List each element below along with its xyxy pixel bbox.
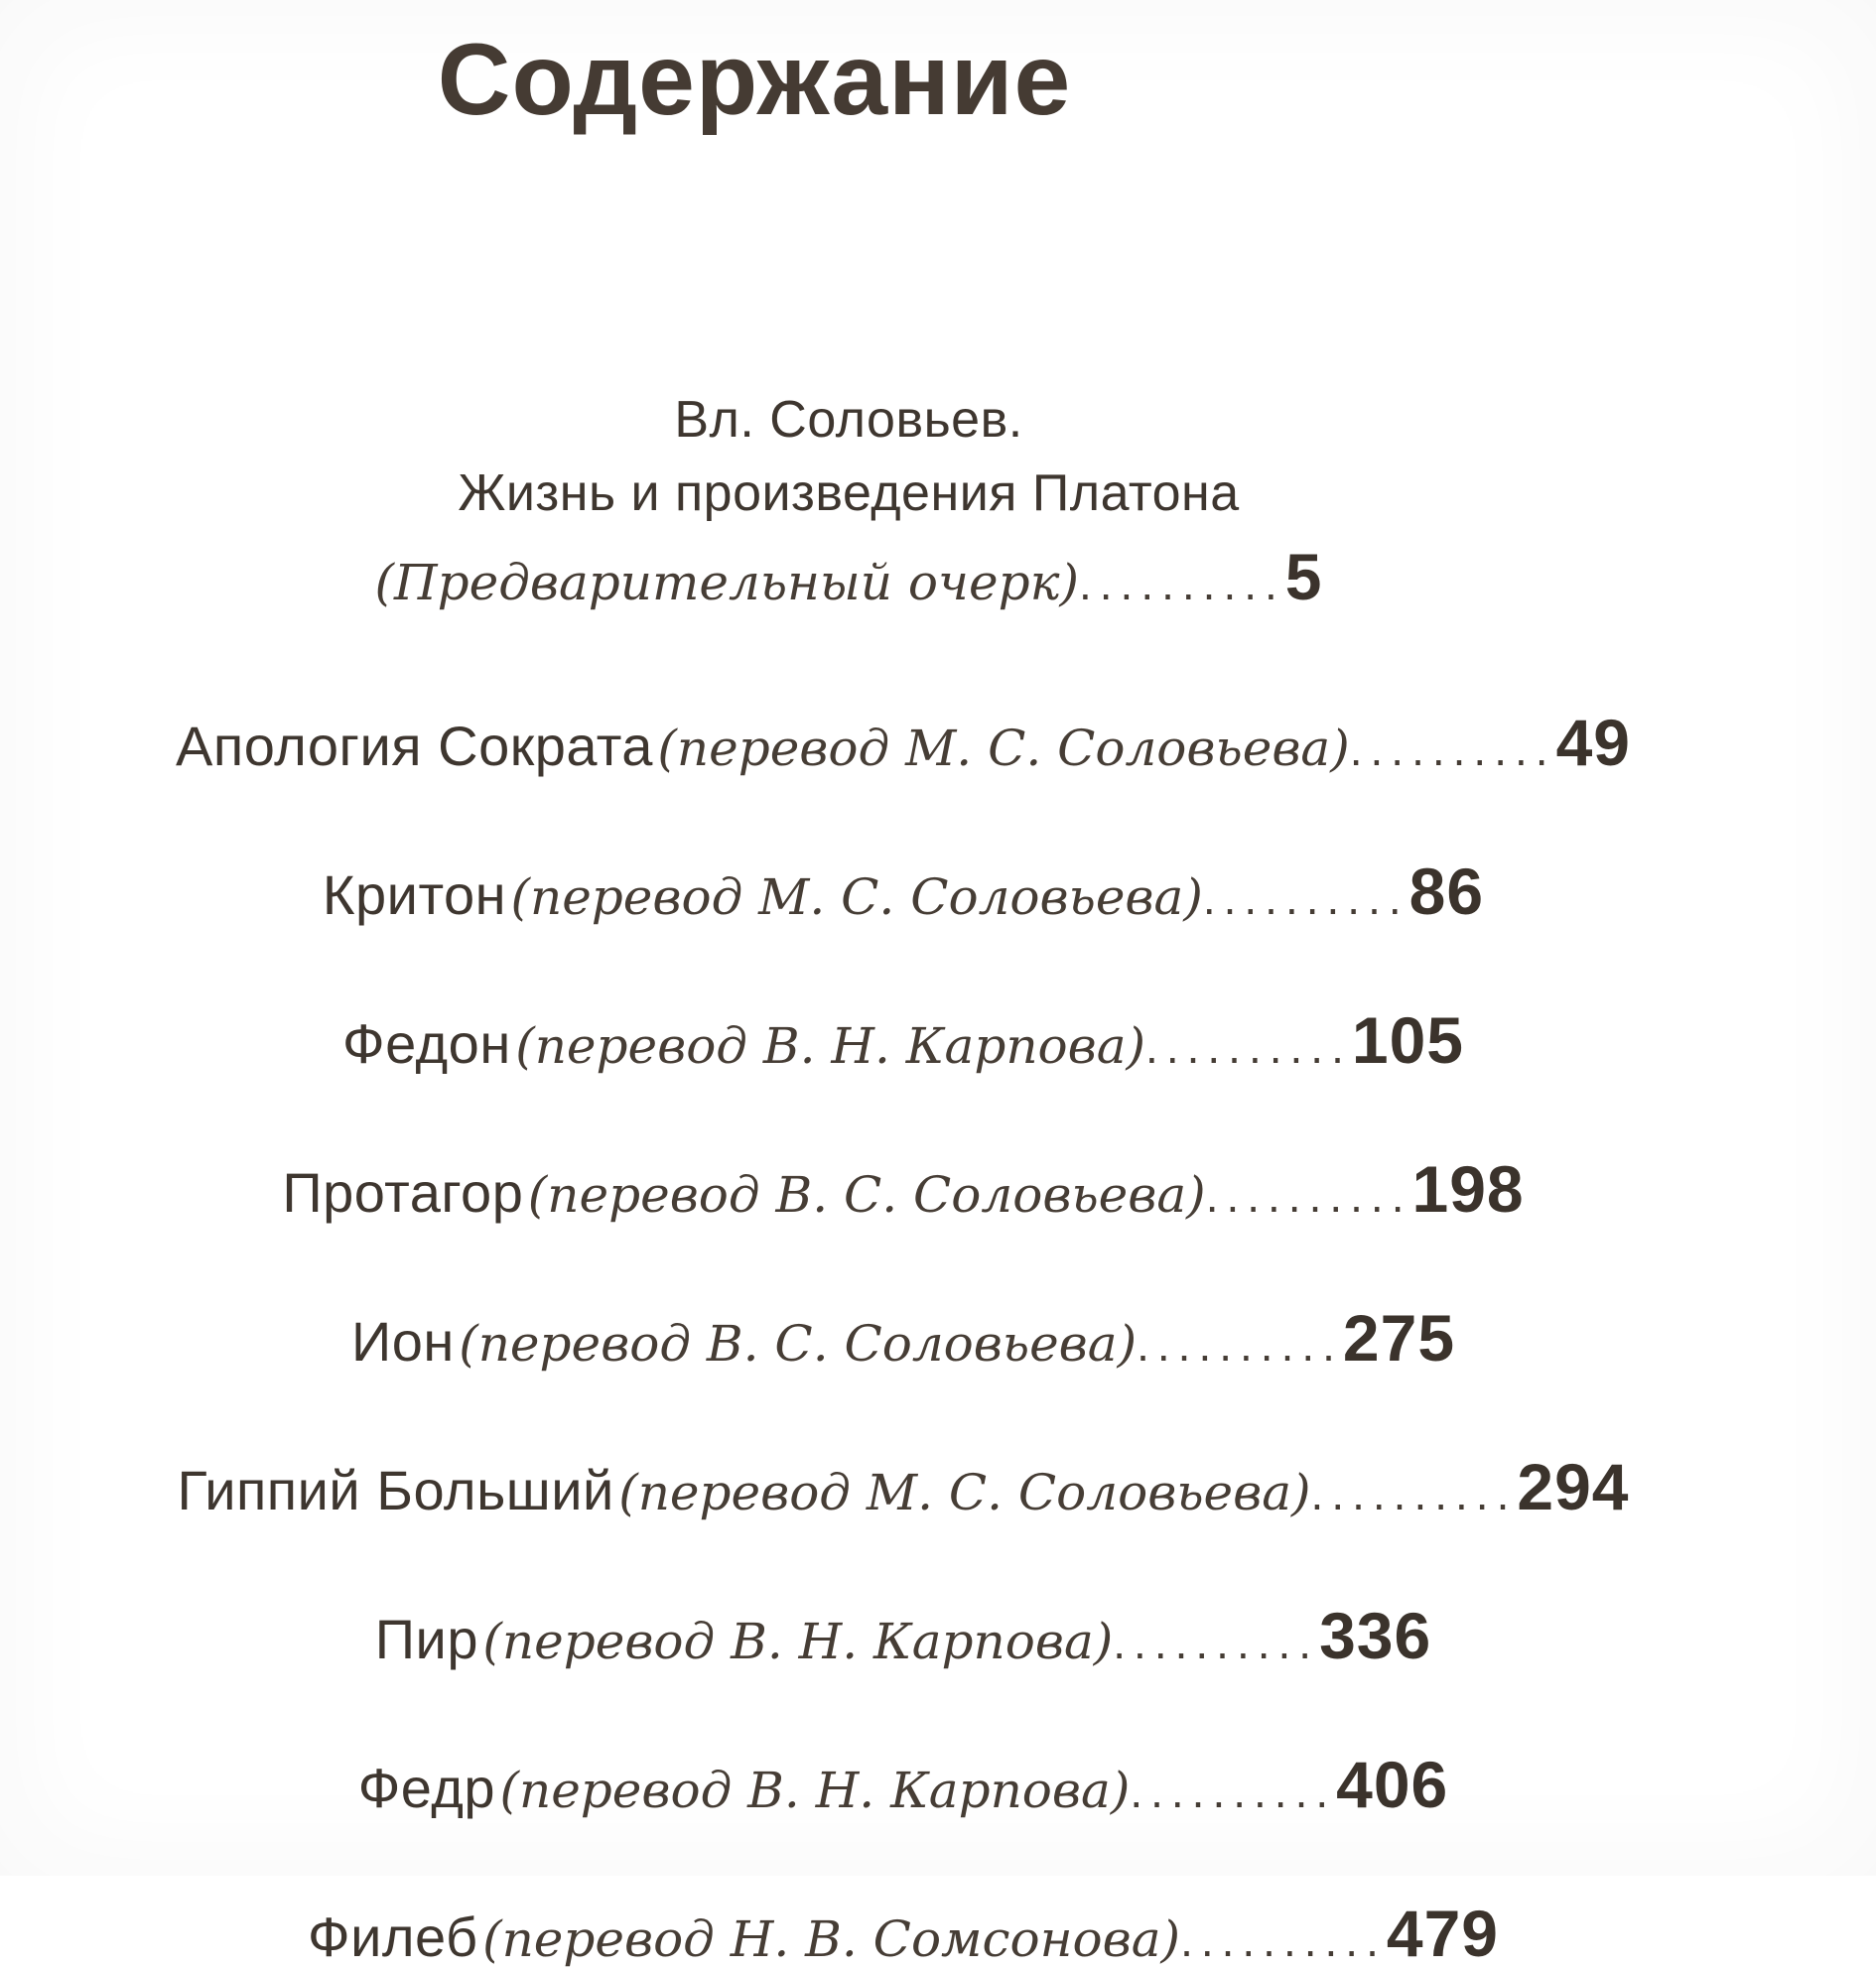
entry-translator: (перевод М. С. Соловьева) xyxy=(510,868,1203,927)
entry-translator: (перевод В. Н. Карпова) xyxy=(482,1613,1114,1671)
toc-entry xyxy=(0,1449,1841,1524)
entry-translator: (перевод В. Н. Карпова) xyxy=(515,1017,1146,1076)
essay-subtitle-text: (Предварительный очерк) xyxy=(374,553,1079,611)
dot-leader: .......... xyxy=(1078,557,1285,609)
page-title: Содержание xyxy=(437,23,1072,136)
toc-entry-list xyxy=(0,705,1841,1971)
dot-leader: .......... xyxy=(1113,1617,1320,1669)
toc-entry xyxy=(0,705,1841,780)
entry-translator: (перевод М. С. Соловьева) xyxy=(618,1464,1311,1522)
toc-entry xyxy=(0,1896,1841,1971)
toc-entry xyxy=(0,1598,1841,1673)
entry-page-number: 294 xyxy=(1517,1450,1630,1524)
dot-leader: .......... xyxy=(1180,1914,1387,1967)
entry-translator: (перевод М. С. Соловьева) xyxy=(657,720,1350,778)
entry-title: Критон xyxy=(322,863,507,927)
toc-entry xyxy=(0,1002,1841,1078)
entry-title: Гиппий Больший xyxy=(177,1459,614,1522)
essay-page-number: 5 xyxy=(1284,539,1323,613)
entry-title: Федон xyxy=(342,1012,511,1076)
entry-page-number: 336 xyxy=(1319,1599,1432,1673)
entry-title: Ион xyxy=(350,1310,455,1374)
essay-subtitle-line xyxy=(0,531,1787,624)
dot-leader: .......... xyxy=(1145,1021,1352,1074)
dot-leader: .......... xyxy=(1310,1468,1518,1520)
entry-title: Филеб xyxy=(308,1905,478,1969)
toc-entry xyxy=(0,1747,1841,1822)
dot-leader: .......... xyxy=(1137,1319,1343,1372)
entry-translator: (перевод В. С. Соловьева) xyxy=(459,1315,1138,1374)
dot-leader: .......... xyxy=(1349,723,1556,776)
toc-entry xyxy=(0,1300,1841,1376)
entry-translator: (перевод В. С. Соловьева) xyxy=(527,1166,1206,1225)
entry-title: Апология Сократа xyxy=(176,715,653,778)
entry-page-number: 86 xyxy=(1408,854,1485,929)
dot-leader: .......... xyxy=(1202,872,1409,925)
toc-entry xyxy=(0,854,1841,929)
entry-translator: (перевод В. Н. Карпова) xyxy=(499,1762,1131,1820)
entry-page-number: 479 xyxy=(1386,1897,1499,1971)
entry-page-number: 49 xyxy=(1555,706,1631,780)
essay-title-line: Жизнь и произведения Платона xyxy=(458,463,1240,522)
entry-page-number: 275 xyxy=(1342,1301,1456,1376)
entry-title: Пир xyxy=(374,1608,478,1671)
entry-title: Федр xyxy=(357,1757,496,1820)
entry-page-number: 198 xyxy=(1411,1152,1525,1227)
essay-author-line: Вл. Соловьев. xyxy=(674,391,1023,449)
dot-leader: .......... xyxy=(1130,1766,1337,1818)
dot-leader: .......... xyxy=(1205,1170,1412,1223)
entry-page-number: 406 xyxy=(1336,1748,1449,1822)
essay-heading-block xyxy=(0,384,1787,623)
entry-translator: (перевод Н. В. Сомсонова) xyxy=(482,1910,1181,1969)
entry-title: Протагор xyxy=(282,1161,524,1225)
entry-page-number: 105 xyxy=(1351,1003,1464,1078)
toc-entry xyxy=(0,1151,1841,1227)
